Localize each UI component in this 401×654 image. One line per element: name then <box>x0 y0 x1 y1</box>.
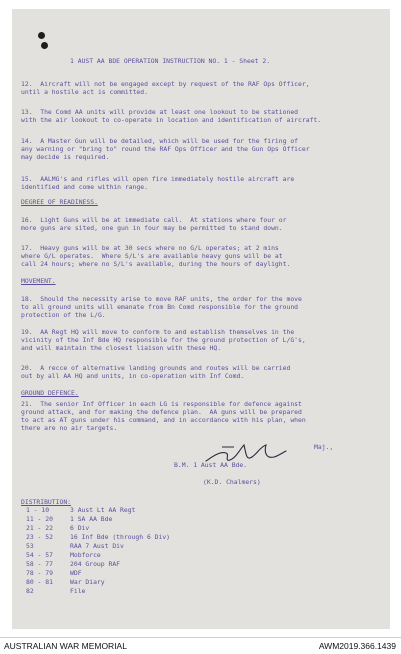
footer-accession-number: AWM2019.366.1439 <box>318 641 396 651</box>
distribution-addressee: File <box>70 587 86 595</box>
para-18-line: 18. Should the necessity arise to move RAF units, the order for the move <box>21 295 302 303</box>
distribution-addressee: 16 Inf Bde (through 6 Div) <box>70 533 171 541</box>
distribution-copies: 1 - 10 <box>26 506 50 514</box>
para-18-line: protection of the L/G. <box>21 311 106 319</box>
para-19-line: and will maintain the closest liaison with these HQ. <box>21 344 222 352</box>
para-14-line: 14. A Master Gun will be detailed, which will be used for the firing of <box>21 137 299 145</box>
punch-hole <box>38 32 45 39</box>
para-13-line: 13. The Comd AA units will provide at least one lookout to be stationed <box>21 108 299 116</box>
para-12-line: 12. Aircraft will not be engaged except by request of the RAF Ops Officer, <box>21 80 310 88</box>
distribution-addressee: Mobforce <box>70 551 101 559</box>
para-14-line: may decide is required. <box>21 153 110 161</box>
distribution-addressee: 6 Div <box>70 524 90 532</box>
para-21-line: 21. The senior Inf Officer in each LG is responsible for defence against <box>21 400 302 408</box>
distribution-copies: 21 - 22 <box>26 524 53 532</box>
distribution-addressee: WDF <box>70 569 82 577</box>
distribution-copies: 23 - 52 <box>26 533 53 541</box>
distribution-copies: 53 <box>26 542 34 550</box>
distribution-addressee: 1 SA AA Bde <box>70 515 113 523</box>
para-15-line: identified and come within range. <box>21 183 148 191</box>
para-21-line: to act as AT guns under his command, and in accordance with his plan, when <box>21 416 306 424</box>
para-20-line: out by all AA HQ and units, in co-operation with Inf Comd. <box>21 372 245 380</box>
distribution-addressee: 204 Group RAF <box>70 560 121 568</box>
para-12-line: until a hostile act is committed. <box>21 88 148 96</box>
heading-movement: MOVEMENT. <box>21 277 56 285</box>
heading-ground-defence: GROUND DEFENCE. <box>21 389 79 397</box>
para-19-line: vicinity of the Inf Bde HQ responsible for the ground protection of L/G's, <box>21 336 306 344</box>
distribution-copies: 11 - 20 <box>26 515 53 523</box>
para-18-line: to all ground units will emanate from Bn Comd responsible for the ground <box>21 303 299 311</box>
distribution-copies: 80 - 81 <box>26 578 53 586</box>
distribution-heading: DISTRIBUTION: <box>21 498 72 506</box>
para-19-line: 19. AA Regt HQ will move to conform to and establish themselves in the <box>21 328 295 336</box>
distribution-copies: 78 - 79 <box>26 569 53 577</box>
signature-appointment: B.M. 1 Aust AA Bde. <box>174 461 248 469</box>
signature-name: (K.D. Chalmers) <box>203 478 261 486</box>
para-21-line: there are no air targets. <box>21 424 118 432</box>
para-14-line: any warning or "bring to" round the RAF Ops Officer and the Gun Ops Officer <box>21 145 310 153</box>
heading-degree-of-readiness: DEGREE OF READINESS. <box>21 198 98 206</box>
distribution-copies: 54 - 57 <box>26 551 53 559</box>
page-header: 1 AUST AA BDE OPERATION INSTRUCTION NO. 1 - Sheet 2. <box>70 57 271 65</box>
para-16-line: 16. Light Guns will be at immediate call. At stations where four or <box>21 216 287 224</box>
signature-rank: Maj., <box>314 443 334 451</box>
punch-hole <box>41 42 48 49</box>
distribution-copies: 82 <box>26 587 34 595</box>
para-17-line: 17. Heavy guns will be at 30 secs where no G/L operates; at 2 mins <box>21 244 279 252</box>
para-13-line: with the air lookout to co-operate in location and identification of aircraft. <box>21 116 322 124</box>
distribution-addressee: War Diary <box>70 578 105 586</box>
para-17-line: where G/L operates. Where S/L's are available heavy guns will be at <box>21 252 283 260</box>
para-16-line: more guns are sited, one gun in four may be permitted to stand down. <box>21 224 283 232</box>
document-page <box>12 9 390 629</box>
distribution-copies: 58 - 77 <box>26 560 53 568</box>
para-20-line: 20. A recce of alternative landing grounds and routes will be carried <box>21 364 291 372</box>
para-17-line: call 24 hours; where no S/L's available, during the hours of daylight. <box>21 260 291 268</box>
distribution-addressee: RAA 7 Aust Div <box>70 542 124 550</box>
distribution-addressee: 3 Aust Lt AA Regt <box>70 506 136 514</box>
para-21-line: ground attack, and for making the defence plan. AA guns will be prepared <box>21 408 302 416</box>
para-15-line: 15. AALMG's and rifles will open fire immediately hostile aircraft are <box>21 175 295 183</box>
footer-institution: AUSTRALIAN WAR MEMORIAL <box>4 641 127 651</box>
